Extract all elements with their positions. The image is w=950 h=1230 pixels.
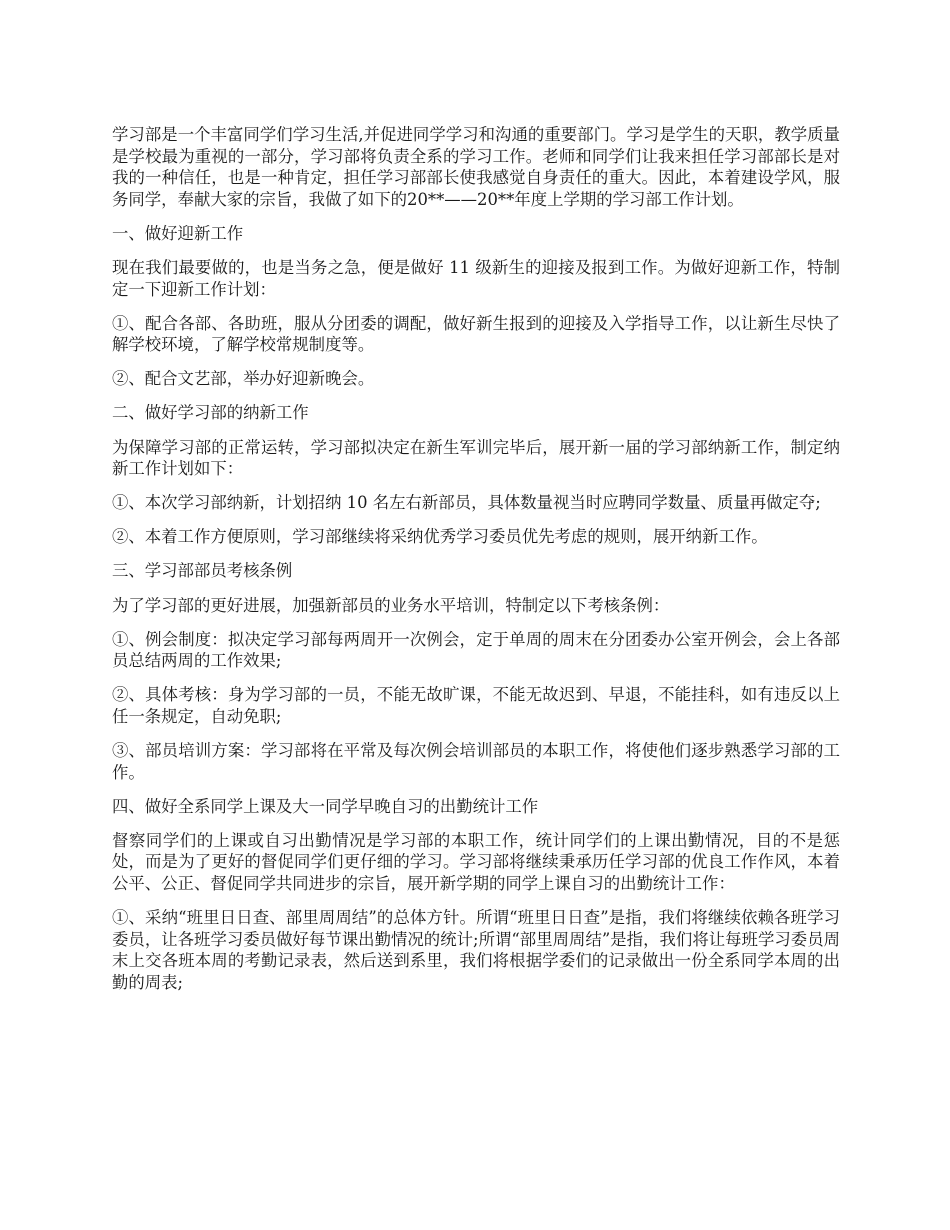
intro-paragraph: 学习部是一个丰富同学们学习生活,并促进同学学习和沟通的重要部门。学习是学生的天职，教学质量是学校最为重视的一部分，学习部将负责全系的学习工作。老师和同学们让我来担任学习部部长是对我的一种信任，也是一种肯定，担任学习部部长使我感觉自身责任的重大。因此，本着建设学风，服务同学，奉献大家的宗旨，我做了如下的20**——20**年度上学期的学习部工作计划。 (112, 125, 840, 209)
list-item: ②、本着工作方便原则，学习部继续将采纳优秀学习委员优先考虑的规则，展开纳新工作。 (112, 527, 768, 547)
list-item: ②、配合文艺部，举办好迎新晚会。 (112, 369, 375, 389)
section-heading-3: 三、学习部部员考核条例 (112, 561, 293, 581)
paragraph: 现在我们最要做的，也是当务之急，便是做好 11 级新生的迎接及报到工作。为做好迎新工作，特制定一下迎新工作计划： (112, 257, 840, 299)
document-body (112, 124, 840, 1006)
list-item: ③、部员培训方案：学习部将在平常及每次例会培训部员的本职工作，将使他们逐步熟悉学习部的工作。 (112, 740, 840, 782)
list-item: ①、采纳“班里日日查、部里周周结”的总体方针。所谓“班里日日查”是指，我们将继续依赖各班学习委员，让各班学习委员做好每节课出勤情况的统计;所谓“部里周周结”是指，我们将让每班学习委员周末上交各班本周的考勤记录表，然后送到系里，我们将根据学委们的记录做出一份全系同学本周的出勤的周表; (112, 908, 840, 992)
section-heading-1: 一、做好迎新工作 (112, 223, 244, 243)
paragraph: 为保障学习部的正常运转，学习部拟决定在新生军训完毕后，展开新一届的学习部纳新工作，制定纳新工作计划如下： (112, 437, 840, 479)
list-item: ①、配合各部、各助班，服从分团委的调配，做好新生报到的迎接及入学指导工作，以让新生尽快了解学校环境，了解学校常规制度等。 (112, 313, 840, 355)
section-heading-2: 二、做好学习部的纳新工作 (112, 403, 309, 423)
paragraph: 为了学习部的更好进展，加强新部员的业务水平培训，特制定以下考核条例： (112, 595, 670, 615)
list-item: ②、具体考核：身为学习部的一员，不能无故旷课，不能无故迟到、早退，不能挂科，如有违反以上任一条规定，自动免职; (112, 685, 840, 726)
list-item: ①、本次学习部纳新，计划招纳 10 名左右新部员，具体数量视当时应聘同学数量、质量再做定夺; (112, 493, 821, 513)
section-heading-4: 四、做好全系同学上课及大一同学早晚自习的出勤统计工作 (112, 796, 539, 816)
list-item: ①、例会制度：拟决定学习部每两周开一次例会，定于单周的周末在分团委办公室开例会，会上各部员总结两周的工作效果; (112, 629, 840, 671)
paragraph: 督察同学们的上课或自习出勤情况是学习部的本职工作，统计同学们的上课出勤情况，目的不是惩处，而是为了更好的督促同学们更仔细的学习。学习部将继续秉承历任学习部的优良工作作风，本着公平、公正、督促同学共同进步的宗旨，展开新学期的同学上课自习的出勤统计工作： (112, 830, 840, 893)
